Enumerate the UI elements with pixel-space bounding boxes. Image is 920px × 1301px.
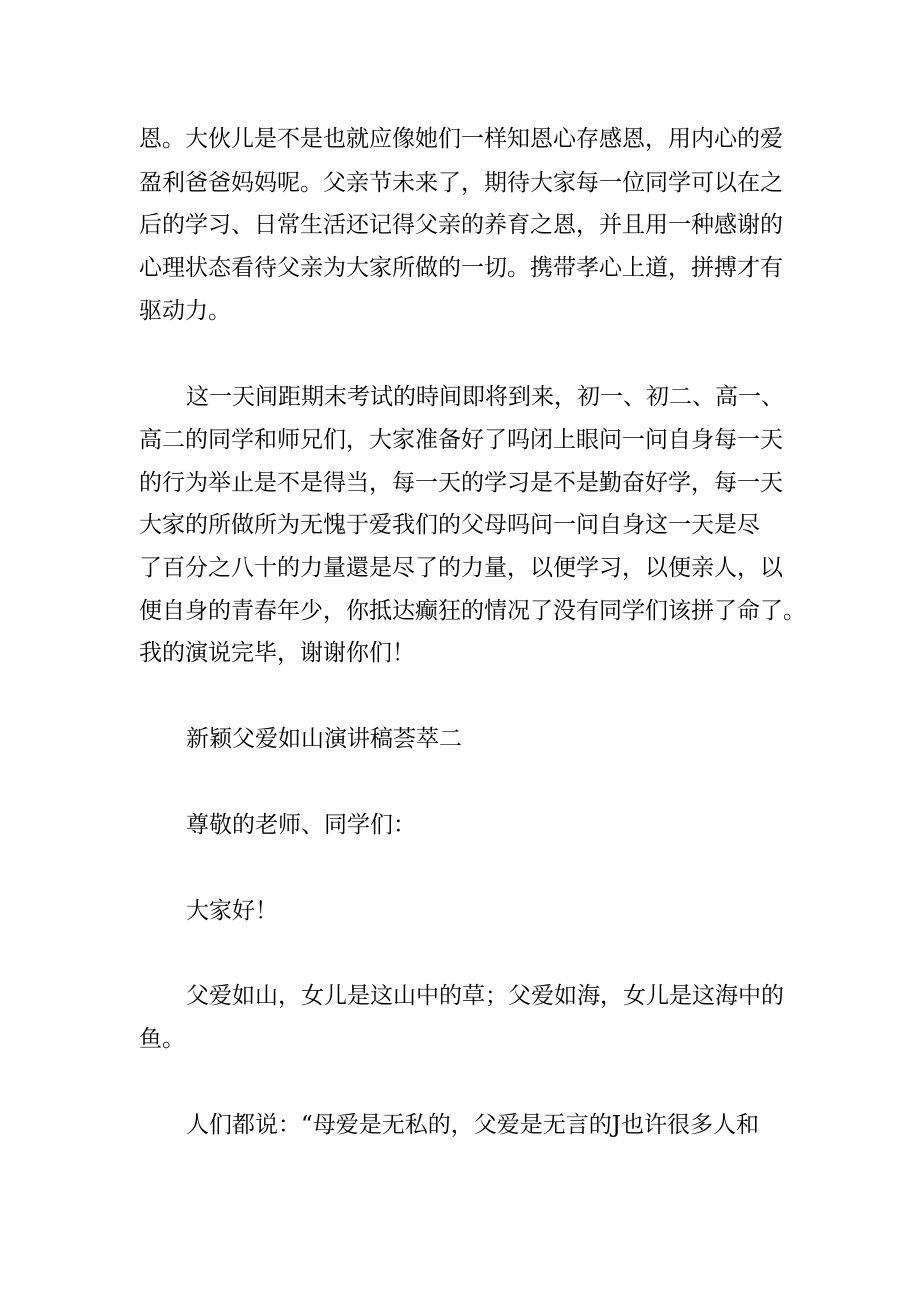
paragraph-2-line-7: 我的演说完毕，谢谢你们！ bbox=[139, 640, 415, 666]
paragraph-2-line-4: 大家的所做所为无愧于爱我们的父母吗问一问自身这一天是尽 bbox=[139, 512, 760, 538]
paragraph-2-line-1: 这一天间距期末考试的時间即将到来，初一、初二、高一、 bbox=[186, 384, 784, 410]
paragraph-6-line-2: 鱼。 bbox=[139, 1026, 185, 1052]
paragraph-2-line-6: 便自身的青春年少，你抵达癫狂的情况了没有同学们该拼了命了。 bbox=[139, 598, 806, 624]
section-heading: 新颖父爱如山演讲稿荟萃二 bbox=[186, 726, 462, 752]
paragraph-1-line-4: 心理状态看待父亲为大家所做的一切。携带孝心上道，拼搏才有 bbox=[139, 255, 783, 281]
paragraph-2-line-5: 了百分之八十的力量還是尽了的力量，以便学习，以便亲人，以 bbox=[139, 555, 783, 581]
paragraph-1-line-5: 驱动力。 bbox=[139, 298, 231, 324]
salutation: 尊敬的老师、同学们： bbox=[186, 812, 416, 838]
paragraph-1-line-2: 盈利爸爸妈妈呢。父亲节未来了，期待大家每一位同学可以在之 bbox=[139, 170, 783, 196]
greeting: 大家好！ bbox=[186, 898, 278, 924]
paragraph-1-line-3: 后的学习、日常生活还记得父亲的养育之恩，并且用一种感谢的 bbox=[139, 212, 783, 238]
paragraph-6-line-1: 父爱如山，女儿是这山中的草；父爱如海，女儿是这海中的 bbox=[186, 983, 784, 1009]
paragraph-2-line-2: 高二的同学和师兄们，大家准备好了吗闭上眼问一问自身每一天 bbox=[139, 427, 783, 453]
paragraph-2-line-3: 的行为举止是不是得当，每一天的学习是不是勤奋好学，每一天 bbox=[139, 470, 783, 496]
paragraph-7-line-1: 人们都说：“母爱是无私的，父爱是无言的J也许很多人和 bbox=[186, 1112, 759, 1138]
paragraph-1-line-1: 恩。大伙儿是不是也就应像她们一样知恩心存感恩，用内心的爱 bbox=[139, 126, 783, 152]
